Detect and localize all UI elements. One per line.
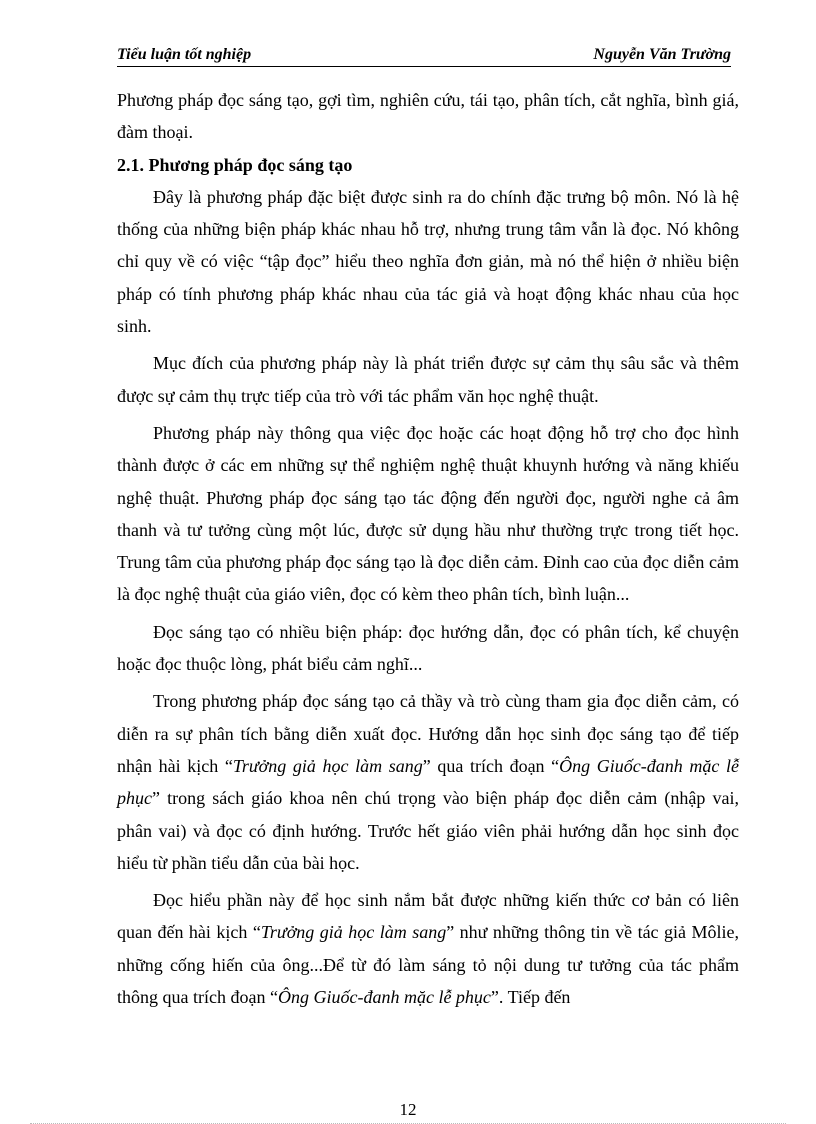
text-run: Trong phương pháp đọc sáng tạo cả thầy và trò cùng tham gia đọc diễn cảm, có diễn ra sự phân tích bằng diễn xuất đọc. Hướng dẫn học sinh đọc sáng tạo để tiếp nhận hài kịch “ [117, 691, 739, 776]
excerpt-title: Ông Giuốc-đanh mặc lễ phục [117, 755, 739, 809]
section-heading: 2.1. Phương pháp đọc sáng tạo [117, 154, 353, 175]
header-author: Nguyễn Văn Trường [593, 46, 731, 63]
paragraph-activities: Phương pháp này thông qua việc đọc hoặc các hoạt động hỗ trợ cho đọc hình thành được ở các em những sự thể nghiệm nghệ thuật khuynh hướng và năng khiếu nghệ thuật. Phương pháp đọc sáng tạo tác động đến người đọc, người nghe cả âm thanh và tư tưởng cùng một lúc, được sử dụng hầu như thường trực trong tiết học. Trung tâm của phương pháp đọc sáng tạo là đọc diễn cảm. Đỉnh cao của đọc diễn cảm là đọc nghệ thuật của giáo viên, đọc có kèm theo phân tích, bình luận... [117, 422, 739, 605]
page-number: 12 [399, 1100, 417, 1119]
excerpt-title: Ông Giuốc-đanh mặc lễ phục [277, 987, 491, 1008]
text-run: Đọc hiểu phần này để học sinh nắm bắt được những kiến thức cơ bản có liên quan đến hài kịch “ [117, 890, 739, 943]
text-run: ” qua trích đoạn “ [422, 755, 560, 776]
paragraph-methods-list: Phương pháp đọc sáng tạo, gợi tìm, nghiên cứu, tái tạo, phân tích, cắt nghĩa, bình giá, đàm thoại. [117, 90, 739, 143]
paragraph-techniques: Đọc sáng tạo có nhiều biện pháp: đọc hướng dẫn, đọc có phân tích, kể chuyện hoặc đọc thuộc lòng, phát biểu cảm nghĩ... [117, 621, 739, 675]
running-header [117, 44, 731, 67]
work-title: Trưởng giả học làm sang [260, 922, 447, 943]
document-body [117, 84, 739, 1013]
text-run: ” trong sách giáo khoa nên chú trọng vào biện pháp đọc diễn cảm (nhập vai, phân vai) và đọc có định hướng. Trước hết giáo viên phải hướng dẫn học sinh đọc hiểu từ phần tiểu dẫn của bài học. [117, 788, 739, 873]
paragraph-definition: Đây là phương pháp đặc biệt được sinh ra do chính đặc trưng bộ môn. Nó là hệ thống của những biện pháp khác nhau hỗ trợ, nhưng trung tâm vẫn là đọc. Nó không chỉ quy về có việc “tập đọc” hiểu theo nghĩa đơn giản, mà nó thể hiện ở nhiều biện pháp có tính phương pháp khác nhau của tác giả và hoạt động khác nhau của học sinh. [117, 186, 739, 337]
work-title: Trưởng giả học làm sang [232, 755, 423, 776]
paragraph-teacher-student [117, 685, 739, 879]
paragraph-purpose: Mục đích của phương pháp này là phát triển được sự cảm thụ sâu sắc và thêm được sự cảm thụ trực tiếp của trò với tác phẩm văn học nghệ thuật. [117, 353, 739, 406]
text-run: ” như những thông tin về tác giả Môlie, những cống hiến của ông...Để từ đó làm sáng tỏ nội dung tư tưởng của tác phẩm thông qua trích đoạn “ [117, 922, 739, 1008]
header-title: Tiểu luận tốt nghiệp [117, 46, 252, 63]
text-run: ”. Tiếp đến [490, 987, 571, 1008]
paragraph-introduction-reading [117, 884, 739, 1013]
